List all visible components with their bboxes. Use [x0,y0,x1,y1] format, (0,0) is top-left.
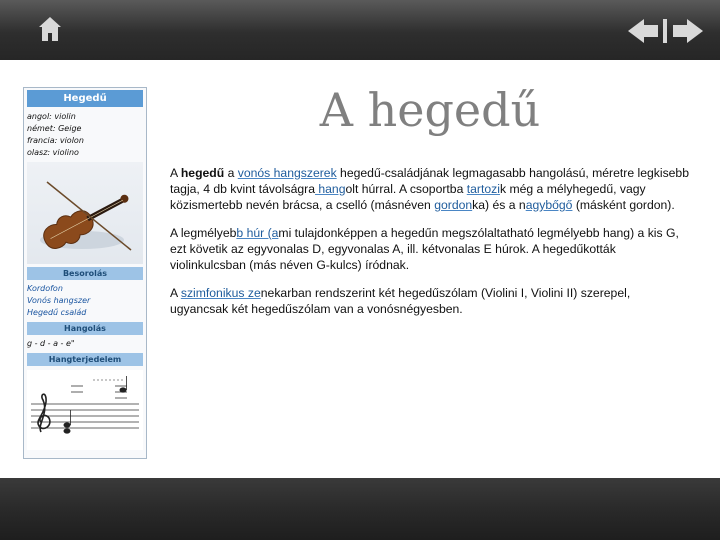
text-segment: mi tulajdonképpen a hegedűn megszólaltatható legmélyebb hang) a kis G, ezt követik az egyvonalas D, egyvonalas A, ill. kétvonalas E húrok. A hegedűkották violinkulcsban (más néven G-kulcs) íródnak. [170,226,679,272]
violin-image [27,162,143,264]
infobox-languages [24,107,146,159]
text-segment: A [170,286,181,300]
page-title: A hegedű [319,83,541,137]
language-row: angol: violin [27,112,76,121]
text-segment: hegedű-családjának legmagasabb hangolású, méretre legkisebb tagja, 4 db kvint távolságra [170,166,689,196]
language-row: olasz: violino [27,148,79,157]
nav-divider [663,19,667,43]
link[interactable]: gordon [434,198,473,212]
slide-navigation [626,17,706,45]
tuning-header: Hangolás [27,322,143,335]
classification-link[interactable]: Hegedű család [27,308,87,317]
text-segment: a [224,166,238,180]
text-segment: (másként gordon). [572,198,675,212]
link[interactable]: szimfonikus ze [180,286,261,300]
bottom-bar [0,478,720,540]
infobox-title: Hegedű [27,90,143,107]
slide-content [170,165,690,329]
link[interactable]: agybőgő [525,198,573,212]
tuning-value: g - d - a - e" [27,339,75,348]
link[interactable]: tartozi [466,182,500,196]
arrow-right-icon[interactable] [671,17,705,45]
link[interactable]: hang [314,182,346,196]
classification-link[interactable]: Vonós hangszer [27,296,91,305]
text-segment: ka) és a n [472,198,526,212]
paragraph [170,225,690,273]
link[interactable]: b húr (a [236,226,279,240]
paragraph [170,165,690,213]
text-segment: nekarban rendszerint két hegedűszólam (Violini I, Violini II) szerepel, ugyancsak két hegedűszólam van a vonósnégyesben. [170,286,631,316]
classification-link[interactable]: Kordofon [27,284,63,293]
arrow-left-icon[interactable] [626,17,660,45]
classification-header: Besorolás [27,267,143,280]
text-segment: A legmélyeb [170,226,237,240]
language-row: német: Geige [27,124,82,133]
text-segment: A [170,166,181,180]
text-segment: k még a mélyhegedű, vagy közismertebb nevén brácsa, a cselló (másnéven [170,182,646,212]
paragraph [170,285,690,317]
home-icon[interactable] [38,16,62,42]
bold-term: hegedű [180,166,225,180]
top-toolbar [0,0,720,60]
text-segment: olt húrral. A csoportba [345,182,467,196]
language-row: francia: violon [27,136,84,145]
range-header: Hangterjedelem [27,353,143,366]
staff-notation-image [27,370,143,450]
link[interactable]: vonós hangszerek [237,166,337,180]
violin-infobox [23,87,147,459]
